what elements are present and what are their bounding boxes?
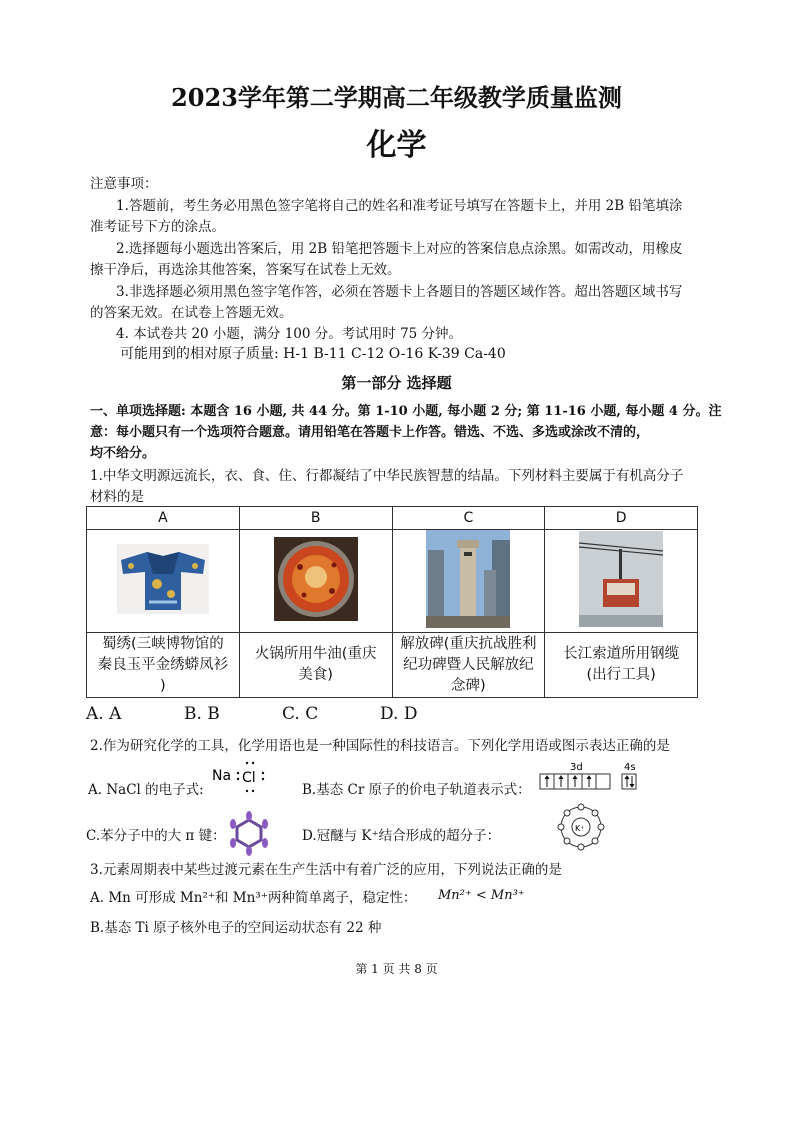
option-b-image-cell: [239, 530, 392, 633]
note-2a: 2.选择题每小题选出答案后，用 2B 铅笔把答题卡上对应的答案信息点涂黑。如需改动，用橡皮: [116, 241, 683, 257]
hotpot-photo: [274, 537, 358, 621]
note-3a: 3.非选择题必须用黑色签字笔作答，必须在答题卡上各题目的答题区域作答。超出答题区域书写: [116, 284, 683, 300]
k-ion-label: K⁺: [575, 824, 585, 833]
caption-line: 火锅所用牛油(重庆: [254, 646, 377, 662]
note-2b: 擦干净后，再选涂其他答案，答案写在试卷上无效。: [90, 262, 401, 278]
note-4: 4. 本试卷共 20 小题，满分 100 分。考试用时 75 分钟。: [116, 326, 463, 342]
section-instruction-1: 一、单项选择题: 本题含 16 小题, 共 44 分。第 1-10 小题, 每小题 2 分; 第 11-16 小题, 每小题 4 分。注: [90, 404, 722, 419]
note-1a: 1.答题前，考生务必用黑色签字笔将自己的姓名和准考证号填写在答题卡上，并用 2B 铅笔填涂: [116, 198, 683, 214]
choice-d: D. D: [380, 704, 418, 724]
q3-option-a-expression: Mn²⁺ < Mn³⁺: [438, 888, 525, 903]
exam-title: 2023学年第二学期高二年级教学质量监测: [171, 83, 622, 112]
notes-heading: 注意事项：: [90, 176, 158, 192]
q3-option-a: A. Mn 可形成 Mn²⁺和 Mn³⁺两种简单离子，稳定性：: [90, 890, 417, 906]
subject-title: 化学: [366, 128, 427, 163]
section-instruction-3: 均不给分。: [90, 446, 156, 461]
caption-line: (出行工具): [586, 667, 656, 683]
option-c-caption: [392, 633, 545, 698]
option-b-caption: [239, 633, 392, 698]
option-d-header: D: [545, 507, 698, 530]
caption-line: 秦良玉平金绣蟒凤衫: [97, 656, 229, 673]
option-d-image-cell: [545, 530, 698, 633]
cr-orbital-diagram: [536, 760, 644, 794]
caption-line: 蜀绣(三峡博物馆的: [102, 635, 224, 652]
q2-option-d: D.冠醚与 K⁺结合形成的超分子：: [302, 828, 501, 844]
label-3d: 3d: [570, 762, 583, 773]
q1-choices: [86, 704, 478, 724]
benzene-pi-bond-diagram: [224, 810, 274, 856]
atomic-masses: 可能用到的相对原子质量: H-1 B-11 C-12 O-16 K-39 Ca-40: [120, 346, 506, 362]
nacl-electron-formula: [210, 758, 276, 794]
option-a-caption: [87, 633, 240, 698]
option-b-header: B: [239, 507, 392, 530]
q2-stem: 2.作为研究化学的工具，化学用语也是一种国际性的科技语言。下列化学用语或图示表达正确的是: [90, 738, 670, 754]
crown-ether-k-complex: [554, 800, 608, 854]
choice-c: C. C: [282, 704, 319, 724]
caption-line: 纪功碑暨人民解放纪: [403, 656, 534, 673]
q1-options-table: [86, 506, 698, 698]
choice-a: A. A: [86, 704, 122, 724]
q2-option-c: C.苯分子中的大 π 键：: [86, 828, 226, 844]
option-c-header: C: [392, 507, 545, 530]
cable-car-photo: [579, 531, 663, 627]
cl-symbol: Cl: [242, 770, 256, 786]
option-a-image-cell: [87, 530, 240, 633]
option-d-caption: [545, 633, 698, 698]
caption-line: 长江索道所用钢缆: [563, 646, 680, 662]
q3-option-b: B.基态 Ti 原子核外电子的空间运动状态有 22 种: [90, 920, 382, 936]
caption-line: 解放碑(重庆抗战胜利: [400, 635, 537, 652]
q1-stem-2: 材料的是: [90, 489, 144, 505]
q2-option-a: A. NaCl 的电子式:: [88, 782, 204, 798]
caption-line: ): [160, 677, 166, 694]
choice-b: B. B: [184, 704, 220, 724]
section-instruction-2: 意：每小题只有一个选项符合题意。请用铅笔在答题卡上作答。错选、不选、多选或涂改不清的，: [90, 425, 650, 440]
q3-stem: 3.元素周期表中某些过渡元素在生产生活中有着广泛的应用，下列说法正确的是: [90, 862, 562, 878]
section-title: 第一部分 选择题: [341, 374, 452, 392]
note-3b: 的答案无效。在试卷上答题无效。: [90, 305, 293, 321]
caption-line: 念碑): [451, 677, 486, 694]
q2-option-b: B.基态 Cr 原子的价电子轨道表示式：: [302, 782, 531, 798]
note-1b: 准考证号下方的涂点。: [90, 219, 225, 235]
option-a-header: A: [87, 507, 240, 530]
na-symbol: Na: [212, 768, 232, 784]
q1-stem-1: 1.中华文明源远流长，衣、食、住、行都凝结了中华民族智慧的结晶。下列材料主要属于有机高分子: [90, 468, 684, 484]
label-4s: 4s: [624, 762, 636, 773]
option-c-image-cell: [392, 530, 545, 633]
page-footer: 第 1 页 共 8 页: [355, 962, 438, 976]
embroidered-robe-photo: [117, 544, 209, 614]
caption-line: 美食): [298, 667, 333, 683]
liberation-monument-photo: [426, 530, 510, 628]
